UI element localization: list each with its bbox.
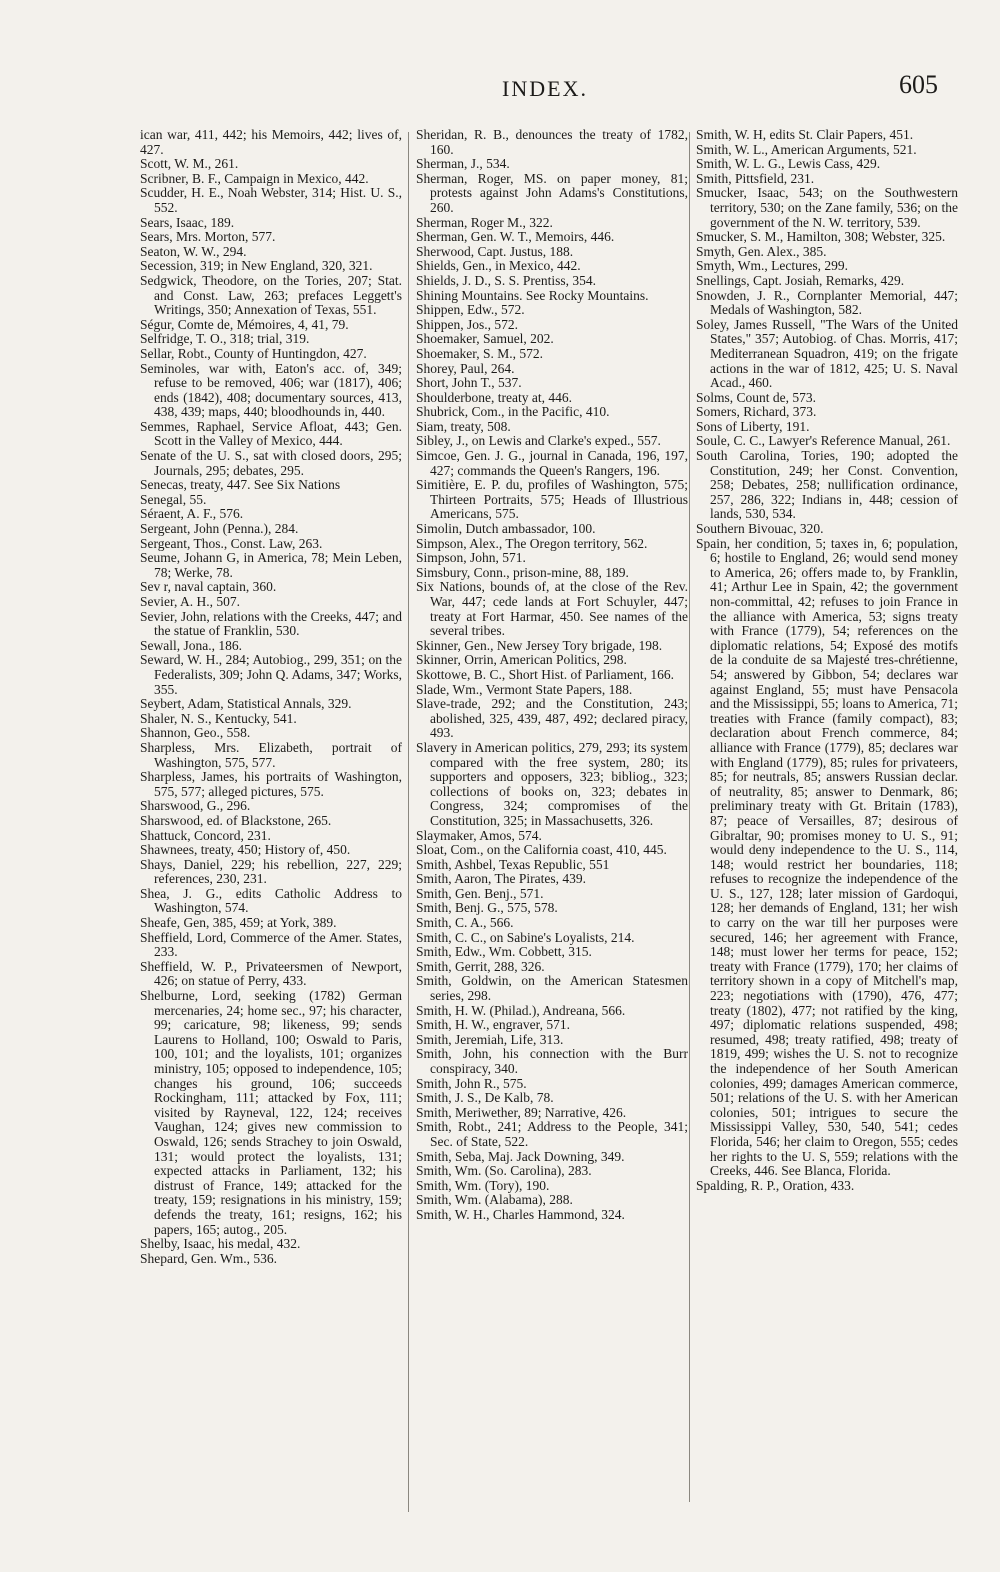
index-entry: Short, John T., 537. <box>416 375 522 391</box>
running-head <box>0 70 1000 106</box>
index-column-right <box>696 128 958 1193</box>
index-entry: Shaler, N. S., Kentucky, 541. <box>140 710 297 726</box>
index-entry: Sheafe, Gen, 385, 459; at York, 389. <box>140 915 337 931</box>
index-entry: Shannon, Geo., 558. <box>140 725 251 741</box>
index-entry: Six Nations, bounds of, at the close of the Rev. War, 447; cede lands at Fort Schuyler, 447; treaty at Fort Harmar, 450. See names of the several tribes. <box>416 579 688 639</box>
index-column-middle <box>416 128 688 1223</box>
index-entry: Sons of Liberty, 191. <box>696 418 810 434</box>
index-entry: Solms, Count de, 573. <box>696 389 817 405</box>
index-entry: Sev r, naval captain, 360. <box>140 579 277 595</box>
index-entry: Snowden, J. R., Cornplanter Memorial, 447; Medals of Washington, 582. <box>696 287 958 318</box>
column-rule <box>689 132 690 1502</box>
index-entry: Seaton, W. W., 294. <box>140 243 247 259</box>
index-entry: Shays, Daniel, 229; his rebellion, 227, 229; references, 230, 231. <box>140 856 402 887</box>
index-entry: Sheffield, W. P., Privateersmen of Newport, 426; on statue of Perry, 433. <box>140 958 402 989</box>
index-entry: Shoemaker, S. M., 572. <box>416 345 543 361</box>
index-entry: Sharswood, G., 296. <box>140 798 251 814</box>
index-entry: Soley, James Russell, "The Wars of the United States," 357; Autobiog. of Chas. Morris, 417; Mediterranean Squadron, 419; on the frigate actions in the war of 1812, 425; U. S. Naval Acad., 460. <box>696 316 958 391</box>
index-entry: Scribner, B. F., Campaign in Mexico, 442. <box>140 170 369 186</box>
index-entry: Smith, H. W. (Philad.), Andreana, 566. <box>416 1002 626 1018</box>
index-entry: Smith, W. L., American Arguments, 521. <box>696 141 917 157</box>
index-entry: Shelby, Isaac, his medal, 432. <box>140 1236 301 1252</box>
page-title: INDEX. <box>502 76 588 101</box>
index-entry: Smith, J. S., De Kalb, 78. <box>416 1090 554 1106</box>
index-entry: Slade, Wm., Vermont State Papers, 188. <box>416 681 633 697</box>
index-entry: Shorey, Paul, 264. <box>416 360 515 376</box>
index-entry: Simpson, Alex., The Oregon territory, 562. <box>416 535 648 551</box>
index-entry: Smucker, Isaac, 543; on the Southwestern territory, 530; on the Zane family, 536; on the government of the N. W. territory, 539. <box>696 185 958 230</box>
column-rule <box>408 132 409 1512</box>
index-entry: Siam, treaty, 508. <box>416 418 511 434</box>
index-entry: Smith, Aaron, The Pirates, 439. <box>416 871 586 887</box>
index-entry: Secession, 319; in New England, 320, 321. <box>140 258 373 274</box>
index-entry: Shelburne, Lord, seeking (1782) German mercenaries, 24; home sec., 97; his character, 99; caricature, 98; likeness, 99; sends Laurens to Holland, 100; Oswald to Paris, 100, 101; and the loyalists, 101; organizes ministry, 105; opposed to independence, 105; changes his ground, 106; succeeds Rockingham, 111; attacked by Fox, 111; visited by Rayneval, 122, 124; receives Vaughan, 124; gives new commission to Oswald, 126; sends Strachey to join Oswald, 131; would protect the loyalists, 131; expected attacks in Parliament, 132; his distrust of France, 149; attacked for the treaty, 159; resignations in his ministry, 159; defends the treaty, 161; resigns, 162; his papers, 165; autog., 205. <box>140 988 402 1237</box>
index-entry: Seward, W. H., 284; Autobiog., 299, 351; on the Federalists, 309; John Q. Adams, 347; Works, 355. <box>140 652 402 697</box>
index-entry: Sergeant, Thos., Const. Law, 263. <box>140 535 323 551</box>
index-entry: Skinner, Gen., New Jersey Tory brigade, 198. <box>416 637 663 653</box>
index-entry: Sewall, Jona., 186. <box>140 637 242 653</box>
index-entry: Shining Mountains. See Rocky Mountains. <box>416 287 649 303</box>
index-entry: Sherman, Roger M., 322. <box>416 214 553 230</box>
index-entry: Smith, Benj. G., 575, 578. <box>416 900 558 916</box>
index-entry: Selfridge, T. O., 318; trial, 319. <box>140 331 310 347</box>
index-entry: Smyth, Wm., Lectures, 299. <box>696 258 848 274</box>
index-entry: Shawnees, treaty, 450; History of, 450. <box>140 842 351 858</box>
index-entry: Soule, C. C., Lawyer's Reference Manual, 261. <box>696 433 951 449</box>
index-entry: Sellar, Robt., County of Huntingdon, 427. <box>140 345 367 361</box>
index-entry: Smith, Seba, Maj. Jack Downing, 349. <box>416 1148 625 1164</box>
index-entry: Séraent, A. F., 576. <box>140 506 244 522</box>
index-entry: Shoulderbone, treaty at, 446. <box>416 389 572 405</box>
index-entry: Smith, Wm. (Tory), 190. <box>416 1177 550 1193</box>
index-entry: Smith, Edw., Wm. Cobbett, 315. <box>416 944 592 960</box>
index-entry: Senate of the U. S., sat with closed doors, 295; Journals, 295; debates, 295. <box>140 448 402 478</box>
index-entry: Shepard, Gen. Wm., 536. <box>140 1250 277 1266</box>
index-entry: Simpson, John, 571. <box>416 550 526 566</box>
index-columns <box>140 128 960 1558</box>
index-entry: Spain, her condition, 5; taxes in, 6; population, 6; hostile to England, 26; would send money to America, 26; offers made to, by Franklin, 41; Arthur Lee in Spain, 42; the government non-committal, 42; refuses to join France in the alliance with America, 53; signs treaty with France (1779), 54; references on the diplomatic relations, 54; Exposé des motifs de la conduite de sa Majesté tres-chrétienne, 54; answered by Gibbon, 54; declares war against England, 55; must have Pensacola and the Mississippi, 55; loans to America, 71; treaties with France (family compact), 83; declaration about French commerce, 84; alliance with France (1779), 85; declares war with England (1779), 85; rules for privateers, 85; for neutrals, 85; answers Russian declar. of neutrality, 85; answer to Denmark, 86; preliminary treaty with Gt. Britain (1783), 87; peace of Versailles, 87; desirous of Gibraltar, 90; promises money to U. S., 91; would deny independence to the U. S., 114, 148; would restrict her boundaries, 118; refuses to recognize the independence of the U. S., 127, 128; later mission of Gardoqui, 128; her demands of England, 131; her wish to carry on the war till her purposes were secured, 146; her agreement with France, 148; must lower her terms for peace, 152; treaty with France (1779), 170; her claims of territory shown in a copy of Mitchell's map, 223; negotiations with (1790), 476, 477; treaty (1802), 477; not ratified by the king, 497; diplomatic relations suspended, 498; resumed, 498; treaty ratified, 498; treaty of 1819, 499; wishes the U. S. not to recognize the independence of her South American colonies, 499; damages American commerce, 501; relations of the U. S. with her American colonies, 501; intrigues to secure the Mississippi Valley, 530, 540, 541; cedes Florida, 546; her claim to Oregon, 555; cedes her rights to the U. S, 559; relations with the Creeks, 446. See Blanca, Florida. <box>696 535 958 1179</box>
page-number: 605 <box>899 70 938 99</box>
index-entry: Smith, Pittsfield, 231. <box>696 170 815 186</box>
index-entry: Semmes, Raphael, Service Afloat, 443; Gen. Scott in the Valley of Mexico, 444. <box>140 418 402 449</box>
index-entry: Slave-trade, 292; and the Constitution, 243; abolished, 325, 439, 487, 492; declared piracy, 493. <box>416 696 688 741</box>
index-entry: Sharpless, Mrs. Elizabeth, portrait of Washington, 575, 577. <box>140 739 402 770</box>
index-entry: Sevier, A. H., 507. <box>140 594 240 609</box>
index-entry: Smith, John R., 575. <box>416 1075 527 1091</box>
index-entry: Southern Bivouac, 320. <box>696 521 824 537</box>
index-entry: Simitière, E. P. du, profiles of Washington, 575; Thirteen Portraits, 575; Heads of Illustrious Americans, 575. <box>416 477 688 522</box>
index-entry: Sherman, J., 534. <box>416 156 510 172</box>
index-entry: Smyth, Gen. Alex., 385. <box>696 243 827 259</box>
index-entry: Somers, Richard, 373. <box>696 404 817 420</box>
index-entry: Smith, Meriwether, 89; Narrative, 426. <box>416 1104 627 1120</box>
index-entry: Sheffield, Lord, Commerce of the Amer. States, 233. <box>140 929 402 960</box>
index-entry: Sergeant, John (Penna.), 284. <box>140 521 299 537</box>
index-column-left <box>140 128 402 1266</box>
index-entry: Sherman, Gen. W. T., Memoirs, 446. <box>416 229 615 245</box>
index-entry: Seume, Johann G, in America, 78; Mein Leben, 78; Werke, 78. <box>140 550 402 580</box>
index-entry: Sloat, Com., on the California coast, 410, 445. <box>416 842 667 858</box>
index-entry: Smith, John, his connection with the Burr conspiracy, 340. <box>416 1046 688 1076</box>
index-entry: Shippen, Edw., 572. <box>416 302 525 318</box>
index-entry: Simolin, Dutch ambassador, 100. <box>416 521 596 537</box>
index-entry: Shippen, Jos., 572. <box>416 316 519 332</box>
index-entry: Smith, Gen. Benj., 571. <box>416 885 544 901</box>
index-entry: Sears, Mrs. Morton, 577. <box>140 229 276 245</box>
index-entry: Smucker, S. M., Hamilton, 308; Webster, 325. <box>696 229 946 245</box>
index-entry: Shubrick, Com., in the Pacific, 410. <box>416 404 610 420</box>
index-entry: Simsbury, Conn., prison-mine, 88, 189. <box>416 564 629 580</box>
index-entry: Spalding, R. P., Oration, 433. <box>696 1177 855 1193</box>
index-entry: Sherman, Roger, MS. on paper money, 81; protests against John Adams's Constitutions, 260. <box>416 170 688 215</box>
index-entry: Shea, J. G., edits Catholic Address to Washington, 574. <box>140 885 402 916</box>
index-entry: Snellings, Capt. Josiah, Remarks, 429. <box>696 272 905 288</box>
index-entry: Slavery in American politics, 279, 293; its system compared with the free system, 280; its supporters and opposers, 323; bibliog., 323; collections of books on, 323; debates in Congress, 324; compromises of the Constitution, 325; in Massachusetts, 326. <box>416 739 688 828</box>
index-entry: Sibley, J., on Lewis and Clarke's exped., 557. <box>416 433 661 449</box>
index-entry: Smith, W. H, edits St. Clair Papers, 451. <box>696 127 914 142</box>
index-entry: Smith, C. A., 566. <box>416 915 514 931</box>
index-entry: Smith, Gerrit, 288, 326. <box>416 958 545 974</box>
index-entry: Sevier, John, relations with the Creeks, 447; and the statue of Franklin, 530. <box>140 608 402 639</box>
index-entry: Seybert, Adam, Statistical Annals, 329. <box>140 696 352 712</box>
index-entry: Shields, Gen., in Mexico, 442. <box>416 258 581 274</box>
index-entry: Scott, W. M., 261. <box>140 156 239 172</box>
index-entry: Smith, Wm. (So. Carolina), 283. <box>416 1163 592 1179</box>
index-entry: Smith, W. L. G., Lewis Cass, 429. <box>696 156 881 172</box>
index-entry: ican war, 411, 442; his Memoirs, 442; lives of, 427. <box>140 127 402 157</box>
index-entry: Sedgwick, Theodore, on the Tories, 207; Stat. and Const. Law, 263; prefaces Leggett's Writings, 350; Annexation of Texas, 551. <box>140 272 402 318</box>
index-entry: Ségur, Comte de, Mémoires, 4, 41, 79. <box>140 316 349 332</box>
index-entry: Seminoles, war with, Eaton's acc. of, 349; refuse to be removed, 406; war (1817), 406; ends (1842), 408; documentary sources, 413, 438, 439; maps, 440; bloodhounds in, 440. <box>140 360 402 420</box>
index-entry: Smith, Robt., 241; Address to the People, 341; Sec. of State, 522. <box>416 1119 688 1149</box>
index-entry: South Carolina, Tories, 190; adopted the Constitution, 249; her Const. Convention, 258; Debates, 258; nullification ordinance, 257, 286, 322; Indians in, 448; cession of lands, 530, 534. <box>696 448 958 522</box>
index-entry: Shields, J. D., S. S. Prentiss, 354. <box>416 272 597 288</box>
index-entry: Sharswood, ed. of Blackstone, 265. <box>140 812 332 828</box>
index-entry: Senecas, treaty, 447. See Six Nations <box>140 477 341 493</box>
index-entry: Scudder, H. E., Noah Webster, 314; Hist. U. S., 552. <box>140 185 402 215</box>
index-entry: Skinner, Orrin, American Politics, 298. <box>416 652 627 668</box>
index-entry: Smith, Jeremiah, Life, 313. <box>416 1031 564 1047</box>
index-entry: Sherwood, Capt. Justus, 188. <box>416 243 574 259</box>
index-entry: Smith, Wm. (Alabama), 288. <box>416 1192 573 1208</box>
index-entry: Smith, C. C., on Sabine's Loyalists, 214. <box>416 929 635 945</box>
index-entry: Sheridan, R. B., denounces the treaty of 1782, 160. <box>416 127 688 157</box>
index-entry: Smith, Goldwin, on the American Statesmen series, 298. <box>416 973 688 1004</box>
index-entry: Skottowe, B. C., Short Hist. of Parliament, 166. <box>416 666 674 682</box>
index-entry: Slaymaker, Amos, 574. <box>416 827 542 843</box>
index-entry: Sears, Isaac, 189. <box>140 214 235 230</box>
index-entry: Smith, Ashbel, Texas Republic, 551 <box>416 856 610 872</box>
index-entry: Smith, W. H., Charles Hammond, 324. <box>416 1206 625 1222</box>
index-entry: Simcoe, Gen. J. G., journal in Canada, 196, 197, 427; commands the Queen's Rangers, 196. <box>416 448 688 478</box>
index-entry: Shattuck, Concord, 231. <box>140 827 271 843</box>
index-entry: Senegal, 55. <box>140 491 207 507</box>
index-entry: Shoemaker, Samuel, 202. <box>416 331 554 347</box>
index-entry: Smith, H. W., engraver, 571. <box>416 1017 570 1033</box>
index-entry: Sharpless, James, his portraits of Washington, 575, 577; alleged pictures, 575. <box>140 769 402 799</box>
